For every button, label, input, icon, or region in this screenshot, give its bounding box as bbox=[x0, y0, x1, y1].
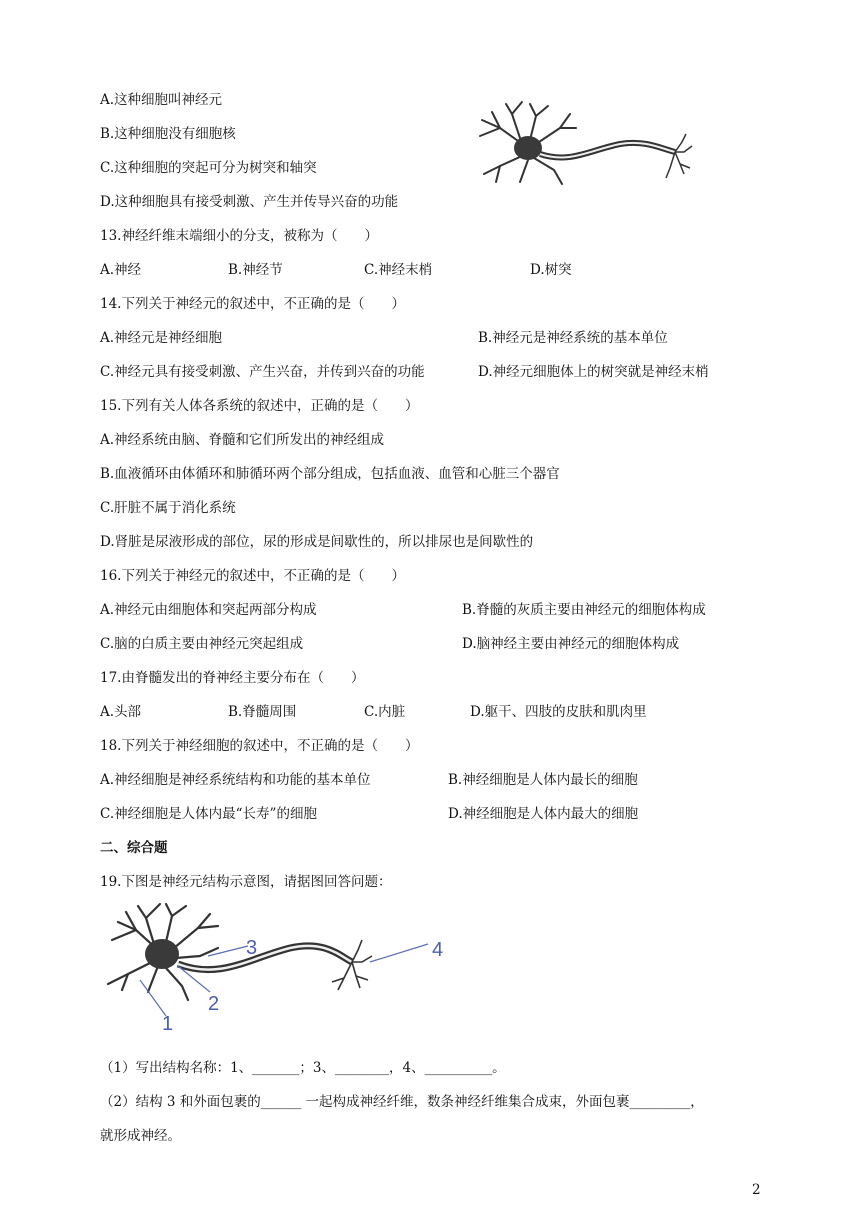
q15-option-d: D.肾脏是尿液形成的部位，尿的形成是间歇性的，所以排尿也是间歇性的 bbox=[100, 534, 534, 550]
q17-option-b: B.脊髓周围 bbox=[228, 704, 297, 720]
q16-option-a: A.神经元由细胞体和突起两部分构成 bbox=[100, 602, 317, 618]
q15-option-c: C.肝脏不属于消化系统 bbox=[100, 500, 236, 516]
diagram-label-3: 3 bbox=[246, 937, 258, 959]
q18-option-c: C.神经细胞是人体内最“长寿”的细胞 bbox=[100, 806, 317, 822]
section-heading: 二、综合题 bbox=[100, 840, 168, 856]
q13-option-c: C.神经末梢 bbox=[364, 262, 433, 278]
q12-option-b: B.这种细胞没有细胞核 bbox=[100, 126, 236, 142]
q14-option-a: A.神经元是神经细胞 bbox=[100, 330, 223, 346]
diagram-label-1: 1 bbox=[162, 1013, 174, 1035]
q14-option-c: C.神经元具有接受刺激、产生兴奋，并传到兴奋的功能 bbox=[100, 364, 425, 380]
page-number: 2 bbox=[752, 1182, 761, 1198]
q16-option-d: D.脑神经主要由神经元的细胞体构成 bbox=[462, 636, 680, 652]
q13-stem: 13.神经纤维末端细小的分支，被称为（ ） bbox=[100, 228, 378, 244]
q18-option-d: D.神经细胞是人体内最大的细胞 bbox=[448, 806, 639, 822]
q17-option-d: D.躯干、四肢的皮肤和肌肉里 bbox=[470, 704, 647, 720]
q17-option-a: A.头部 bbox=[100, 704, 142, 720]
q18-stem: 18.下列关于神经细胞的叙述中，不正确的是（ ） bbox=[100, 738, 419, 754]
q13-option-d: D.树突 bbox=[530, 262, 572, 278]
q18-option-b: B.神经细胞是人体内最长的细胞 bbox=[448, 772, 638, 788]
q16-option-c: C.脑的白质主要由神经元突起组成 bbox=[100, 636, 304, 652]
q18-option-a: A.神经细胞是神经系统结构和功能的基本单位 bbox=[100, 772, 371, 788]
q15-stem: 15.下列有关人体各系统的叙述中，正确的是（ ） bbox=[100, 398, 419, 414]
q19-stem: 19.下图是神经元结构示意图，请据图回答问题： bbox=[100, 874, 392, 890]
diagram-label-2: 2 bbox=[208, 993, 220, 1015]
neuron-diagram-q19 bbox=[100, 900, 470, 1036]
q13-option-b: B.神经节 bbox=[228, 262, 283, 278]
q13-option-a: A.神经 bbox=[100, 262, 142, 278]
neuron-figure-q12 bbox=[470, 98, 700, 190]
q14-stem: 14.下列关于神经元的叙述中，不正确的是（ ） bbox=[100, 296, 405, 312]
q12-option-c: C.这种细胞的突起可分为树突和轴突 bbox=[100, 160, 317, 176]
q15-option-b: B.血液循环由体循环和肺循环两个部分组成，包括血液、血管和心脏三个器官 bbox=[100, 466, 560, 482]
q14-option-d: D.神经元细胞体上的树突就是神经末梢 bbox=[478, 364, 709, 380]
q12-option-a: A.这种细胞叫神经元 bbox=[100, 92, 223, 108]
q16-option-b: B.脊髓的灰质主要由神经元的细胞体构成 bbox=[462, 602, 706, 618]
q17-option-c: C.内脏 bbox=[364, 704, 406, 720]
q19-sub2-line2: 就形成神经。 bbox=[100, 1128, 181, 1144]
q19-sub2-line1: （2）结构 3 和外面包裹的______ 一起构成神经纤维，数条神经纤维集合成束，外面包裹_________， bbox=[100, 1094, 704, 1110]
q16-stem: 16.下列关于神经元的叙述中，不正确的是（ ） bbox=[100, 568, 405, 584]
q19-sub1: （1）写出结构名称：1、_______；3、________，4、__________。 bbox=[100, 1060, 506, 1076]
q15-option-a: A.神经系统由脑、脊髓和它们所发出的神经组成 bbox=[100, 432, 385, 448]
q17-stem: 17.由脊髓发出的脊神经主要分布在（ ） bbox=[100, 670, 365, 686]
diagram-label-4: 4 bbox=[432, 939, 444, 961]
q12-option-d: D.这种细胞具有接受刺激、产生并传导兴奋的功能 bbox=[100, 194, 399, 210]
q14-option-b: B.神经元是神经系统的基本单位 bbox=[478, 330, 668, 346]
